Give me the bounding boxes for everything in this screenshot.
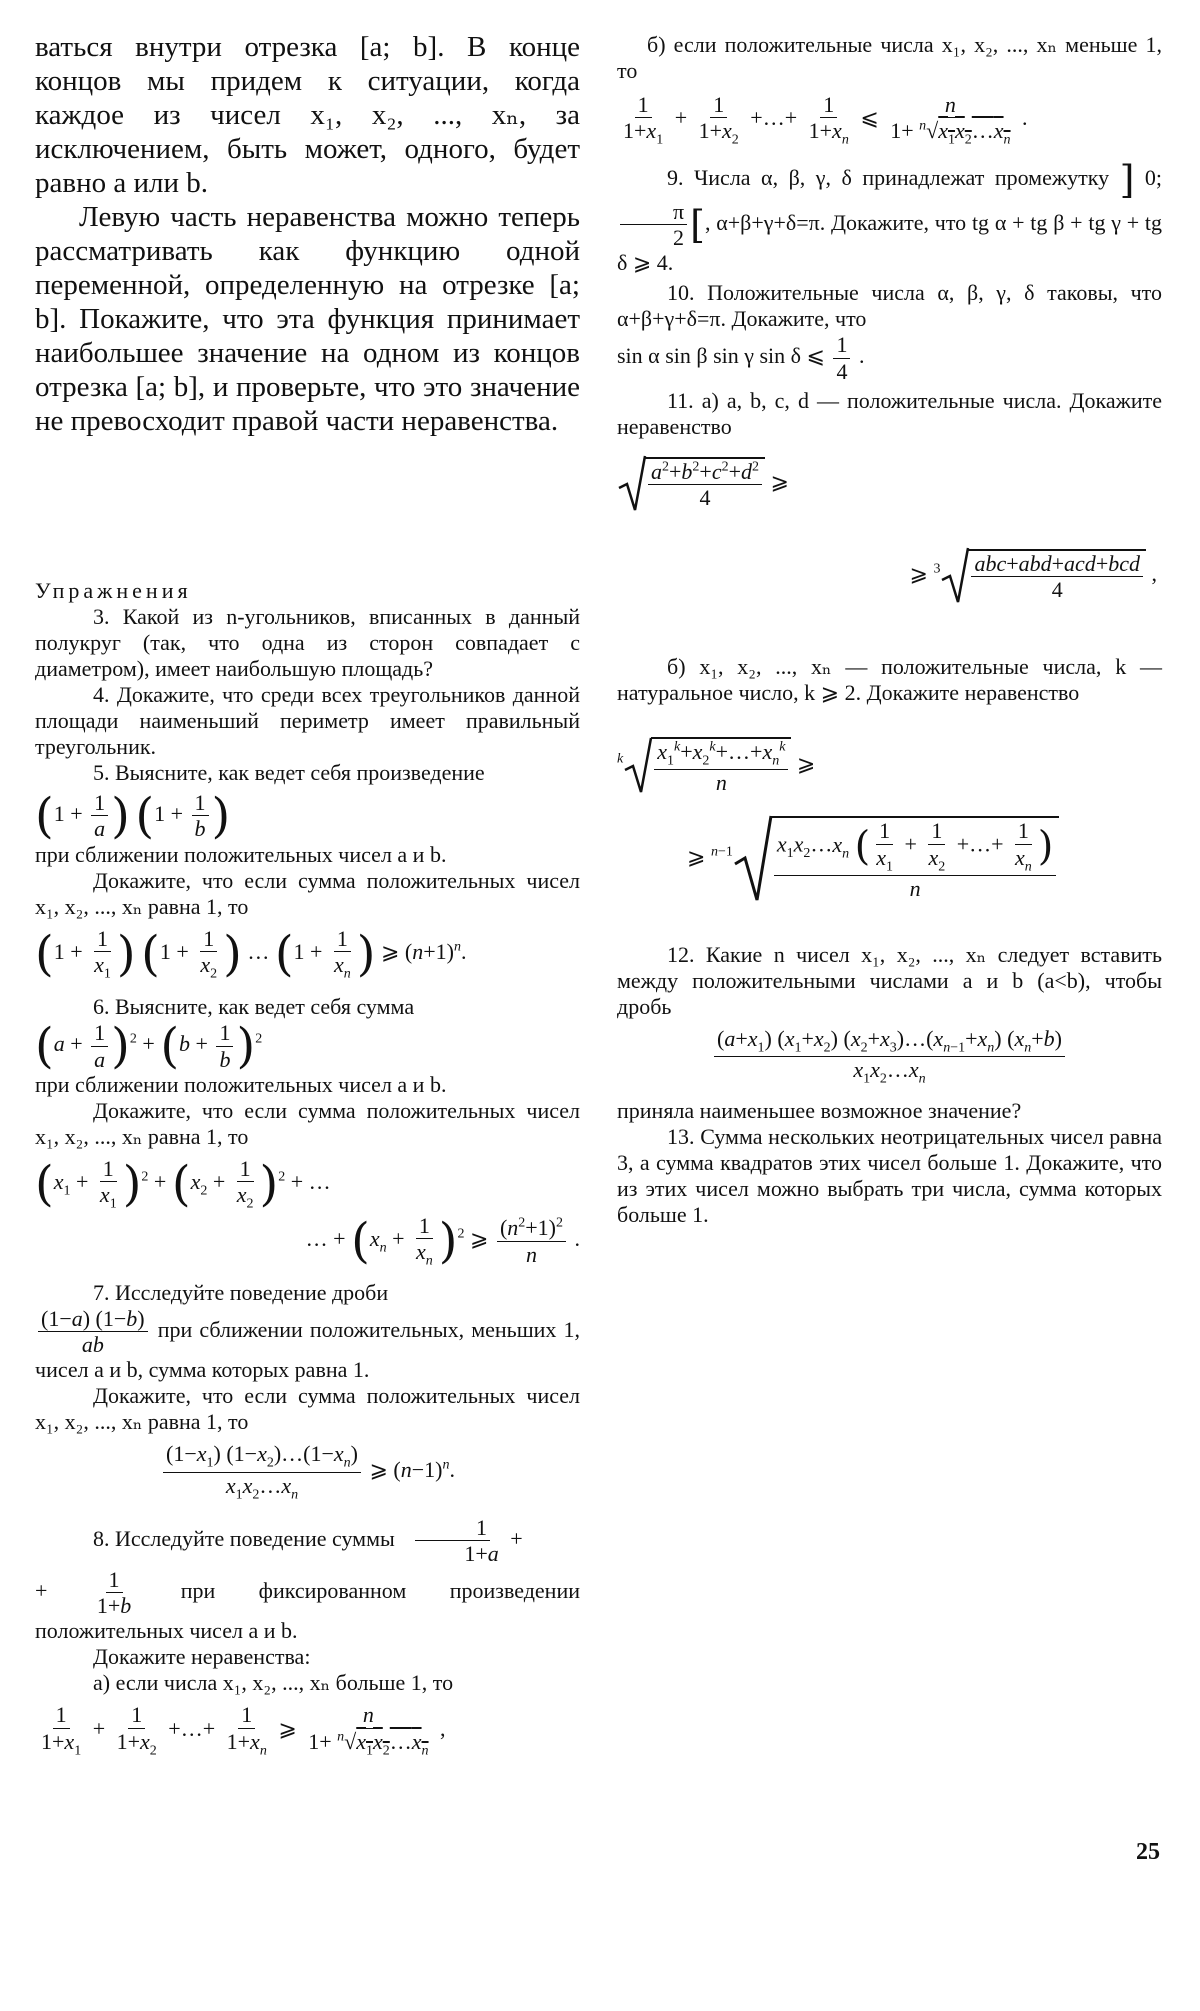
exercise-7-text-3: Докажите, что если сумма положительных чисел x₁, x₂, ..., xₙ равна 1, то xyxy=(35,1383,580,1435)
exercise-11b-text: б) x₁, x₂, ..., xₙ — положительные числа, k — натуральное число, k ⩾ 2. Докажите неравенство xyxy=(617,653,1162,705)
exercise-5-text-3: Докажите, что если сумма положительных чисел x₁, x₂, ..., xₙ равна 1, то xyxy=(35,867,580,919)
exercise-8-text-d: а) если числа x₁, x₂, ..., xₙ больше 1, то xyxy=(93,1670,454,1696)
exercise-5-text-2: при сближении положительных чисел a и b. xyxy=(35,841,447,867)
exercise-6-text: 6. Выясните, как ведет себя сумма xyxy=(93,994,415,1020)
exercise-9-text-b: α+β+γ+δ=π. Докажите, что tg α + tg β + tg γ + tg δ ⩾ 4. xyxy=(617,209,1163,276)
exercise-8-text-b: при фиксированном произведении положительных чисел a и b. xyxy=(35,1577,580,1644)
exercise-5-text: 5. Выясните, как ведет себя произведение xyxy=(93,760,485,785)
exercise-10-text-b: sin α sin β sin γ sin δ ⩽ xyxy=(617,343,825,369)
exercise-12-fraction: $\frac{(a+x_1) (x_1+x_2) (x_2+x_3)\dots(x_{n-1}+x_n) (x_n+b)}{x_1x_2\dots x_n}$ xyxy=(617,1026,1162,1088)
exercise-6-inequality-line-1: ($x_1$ + $\frac{1}{x_1}$ )$^2 + (x_2$ + $\frac{1}{x_2}$ )$^2$ + … xyxy=(35,1155,331,1213)
exercise-8b-text: б) если положительные числа x₁, x₂, ..., xₙ меньше 1, то xyxy=(617,32,1162,83)
exercise-6-formula-line: (a + $\frac{1}{a}$ )$^2$ + (b + $\frac{1}{b}$ )$^2$ xyxy=(35,1018,263,1075)
exercise-6-text-2: при сближении положительных чисел a и b. xyxy=(35,1071,447,1097)
exercise-13: 13. Сумма нескольких неотрицательных чисел равна 3, а сумма квадратов этих чисел больше 1. Докажите, что из этих чисел можно выбрать три числа, сумма которых больше 1. xyxy=(617,1123,1162,1227)
product-formula-1: (1 + $\frac{1}{a}$ ) (1 + $\frac{1}{b}$ ) xyxy=(35,787,231,844)
intro-paragraph-2: Левую часть неравенства можно теперь рассматривать как функцию одной переменной, определенную на отрезке [a; b]. Покажите, что эта функция принимает наибольшее значение на одном из концов отрезка [a; b], и проверьте, что это значение не превосходит правой части неравенства. xyxy=(35,201,580,437)
intro-paragraph-1: ваться внутри отрезка [a; b]. В конце концов мы придем к ситуации, когда каждое из чисел x₁, x₂, ..., xₙ, за исключением, быть может, одного, будет равно a или b. xyxy=(35,31,580,199)
exercise-8-text: 8. Исследуйте поведение суммы $\frac{1}{1+a}$ + xyxy=(93,1515,523,1567)
exercise-8-formula-line: + $\frac{1}{1+b}$ при фиксированном произведении положительных чисел a и b. xyxy=(35,1566,580,1644)
exercise-6-inequality-line-2: … + ($x_n$ + $\frac{1}{x_n}$ )$^2$ ⩾ $\frac{(n^2+1)^2}{n}$ . xyxy=(305,1212,580,1270)
exercise-11b-inequality: $^k$ $x_1^k+x_2^k+\dots+x_n^k$ n ⩾ ⩾ $^{n-1}$ $x_1x_2\dots x_n$ ( $\frac{1}{x_1}$ + $\frac{1}{x_2}$ +…+ $\frac{1}{x_n}$ ) n xyxy=(617,736,1162,926)
exercise-8b-inequality: $\frac{1}{1+x_1}$ + $\frac{1}{1+x_2}$ +…+ $\frac{1}{1+x_n}$ ⩽ $\frac{n}{1+ ^n√x_1x_2\dots x_n}$ . xyxy=(623,92,1028,148)
exercise-3: 3. Какой из n-угольников, вписанных в данный полукруг (так, что одна из сторон совпадает с диаметром), имеет наибольшую площадь? xyxy=(35,604,580,681)
exercise-12-text: 12. Какие n чисел x₁, x₂, ..., xₙ следует вставить между положительными числами a и b (a<b), чтобы дробь xyxy=(617,941,1162,1019)
exercise-6-text-3: Докажите, что если сумма положительных чисел x₁, x₂, ..., xₙ равна 1, то xyxy=(35,1097,580,1149)
exercise-7-formula-line: $\frac{(1-a) (1-b)}{ab}$ при сближении положительных, меньших 1, чисел a и b, сумма которых равна 1. xyxy=(35,1305,581,1383)
sqrt-icon xyxy=(617,454,647,514)
exercise-8-text-c: Докажите неравенства: xyxy=(93,1644,311,1670)
exercise-9-text: 9. Числа α, β, γ, δ принадлежат промежутку ] 0; $\frac{\pi}{2}$ [, α+β+γ+δ=π. Докажите, что tg α + tg β + tg γ + tg δ ⩾ 4. xyxy=(617,157,1163,276)
exercise-7-text: 7. Исследуйте поведение дроби xyxy=(93,1279,389,1305)
exercise-9-text-a: 9. Числа α, β, γ, δ принадлежат промежутку xyxy=(667,164,1110,190)
exercise-11a-text: 11. а) a, b, c, d — положительные числа. Докажите неравенство xyxy=(617,387,1162,439)
exercise-11a-inequality: $\frac{a^2+b^2+c^2+d^2}{4}$ ⩾ ⩾ $^3$ abc+abd+acd+bcd 4 , xyxy=(617,454,1162,644)
cube-root-icon xyxy=(940,546,970,606)
exercise-10-inequality: sin α sin β sin γ sin δ ⩽ $\frac{1}{4}$ . xyxy=(617,332,865,384)
exercise-5-formula-line xyxy=(35,787,580,844)
exercise-7-inequality: $\frac{(1-x_1) (1-x_2)\dots(1-x_n)}{x_1x_2\dots x_n}$ ⩾ $(n-1)^n$. xyxy=(35,1441,580,1503)
exercise-7-text-2: при сближении положительных, меньших 1, чисел a и b, сумма которых равна 1. xyxy=(35,1316,581,1383)
exercise-8a-inequality: $\frac{1}{1+x_1}$ + $\frac{1}{1+x_2}$ +…+ $\frac{1}{1+x_n}$ ⩾ $\frac{n}{1+ ^n√x_1x_2\dots x_n}$ , xyxy=(41,1702,446,1758)
kth-root-icon xyxy=(623,736,653,796)
exercise-10-text: 10. Положительные числа α, β, γ, δ таковы, что α+β+γ+δ=π. Докажите, что xyxy=(617,280,1162,332)
exercise-5-inequality: (1 + $\frac{1}{x_1}$ ) (1 + $\frac{1}{x_2}$ ) … (1 + $\frac{1}{x_n}$ ) ⩾ $(n+1)^n$. xyxy=(35,925,467,982)
exercise-12-text-2: приняла наименьшее возможное значение? xyxy=(617,1097,1022,1123)
exercises-heading: Упражнения xyxy=(35,578,192,603)
exercise-8-text-a: 8. Исследуйте поведение суммы xyxy=(93,1525,395,1551)
exercise-4: 4. Докажите, что среди всех треугольников данной площади наименьший периметр имеет правильный треугольник. xyxy=(35,682,580,759)
nth-root-icon xyxy=(733,814,773,904)
page-number: 25 xyxy=(1136,1839,1160,1865)
